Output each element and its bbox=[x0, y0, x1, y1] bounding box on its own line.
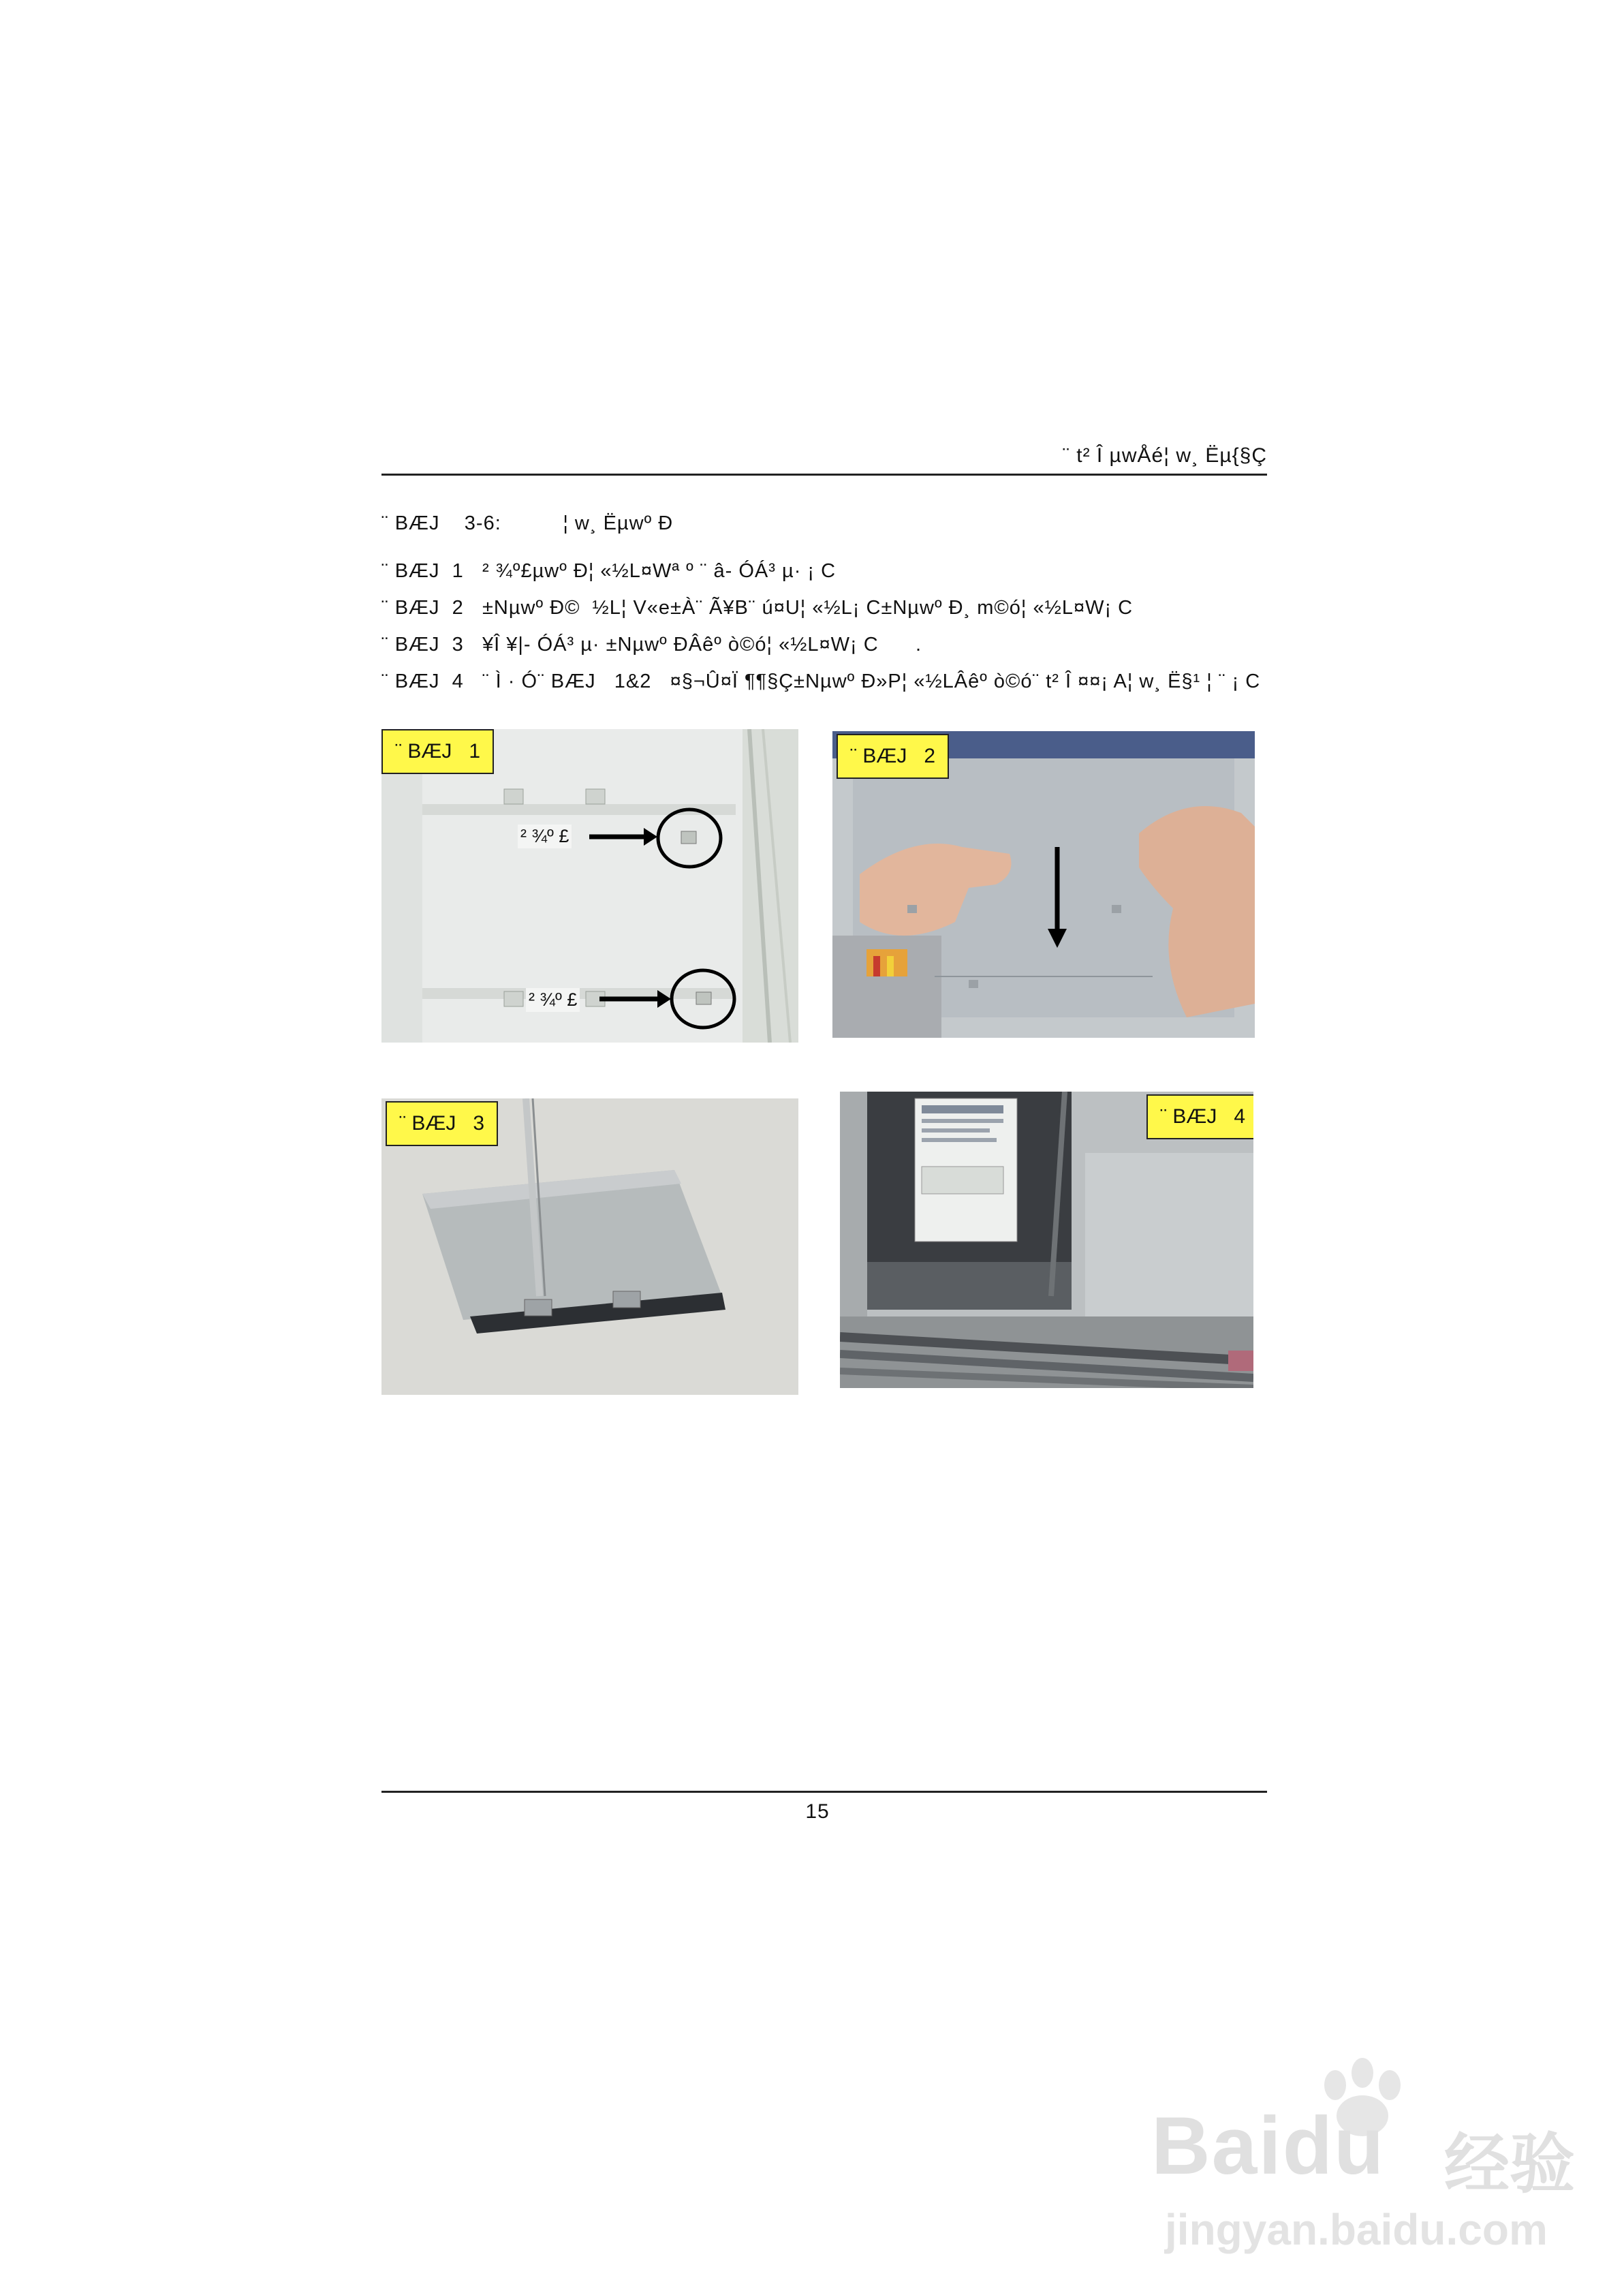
step-1-photo bbox=[381, 729, 798, 1043]
footer-rule bbox=[381, 1791, 1267, 1793]
section-title: ¨ BÆJ 3-6: ¦ w¸ Ëµwº Ð bbox=[381, 512, 674, 534]
step-1-text: ¨ BÆJ 1 ² ¾º£µwº Ð¦ «½L¤Wª º ¨ â- ÓÁ³ µ· ¡ C bbox=[381, 560, 837, 582]
baidu-jingyan-watermark bbox=[1151, 2058, 1614, 2262]
header-title: ¨ t² Î µwÅé¦ w¸ Ëµ{§Ç bbox=[1062, 444, 1267, 467]
step-4-photo bbox=[840, 1092, 1253, 1388]
step-2-text: ¨ BÆJ 2 ±Nµwº Ð© ½L¦ V«e±À¨ Ã¥B¨ ú¤U¦ «½L¡ C±Nµwº Ð¸ m©ó¦ «½L¤W¡ C bbox=[381, 597, 1134, 619]
step-2-badge: ¨ BÆJ 2 bbox=[837, 734, 949, 779]
page-number: 15 bbox=[805, 1800, 830, 1823]
step-3-photo bbox=[381, 1098, 798, 1395]
header-rule bbox=[381, 474, 1267, 476]
watermark-url: jingyan.baidu.com bbox=[1165, 2205, 1548, 2254]
watermark-brand bbox=[1151, 2099, 1385, 2193]
step-4-text: ¨ BÆJ 4 ¨ Ì · Ó¨ BÆJ 1&2 ¤§¬Û¤Ï ¶¶§Ç±Nµwº Ð»P¦ «½LÂêº ò©ó¨ t² Î ¤¤¡ A¦ w¸ Ë§¹ ¦ ¨ ¡ C bbox=[381, 671, 1261, 692]
step-3-text: ¨ BÆJ 3 ¥Î ¥|- ÓÁ³ µ· ±Nµwº ÐÂêº ò©ó¦ «½L¤W¡ C . bbox=[381, 634, 922, 656]
step-3-badge: ¨ BÆJ 3 bbox=[386, 1101, 498, 1146]
step-4-badge: ¨ BÆJ 4 bbox=[1146, 1094, 1253, 1139]
watermark-brand-a: Bai bbox=[1151, 2100, 1283, 2191]
watermark-brand-b: du bbox=[1282, 2100, 1386, 2191]
step-1-label-top: ² ¾º £ bbox=[518, 825, 572, 848]
step-1-label-bottom: ² ¾º £ bbox=[526, 988, 580, 1012]
watermark-cn: 经验 bbox=[1444, 2126, 1575, 2202]
step-2-photo bbox=[832, 731, 1255, 1038]
step-1-badge: ¨ BÆJ 1 bbox=[381, 729, 494, 774]
step-1-photo-illustration bbox=[381, 729, 798, 1043]
